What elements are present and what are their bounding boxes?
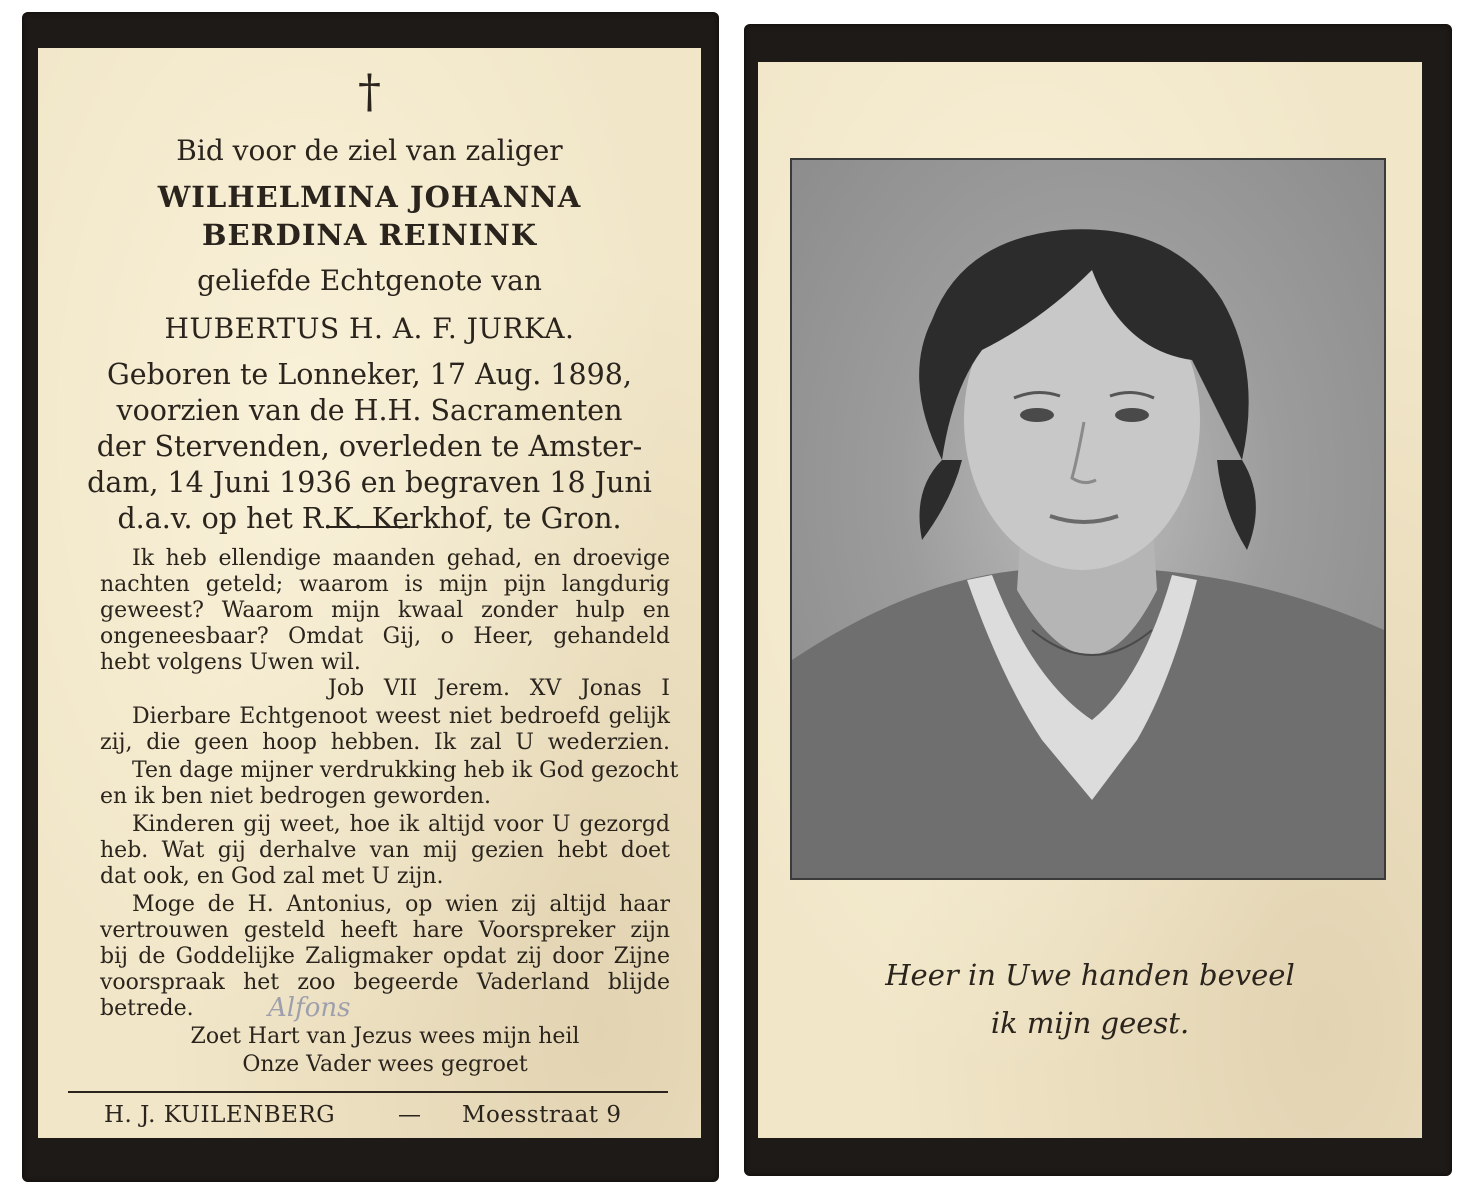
spouse-name: HUBERTUS H. A. F. JURKA. bbox=[164, 312, 575, 345]
verse-line: dat ook, en God zal met U zijn. bbox=[100, 864, 444, 889]
verse-line: Dierbare Echtgenoot weest niet bedroefd gelijk bbox=[132, 704, 670, 729]
handwritten-signature: Alfons bbox=[268, 993, 351, 1023]
bio-line: dam, 14 Juni 1936 en begraven 18 Juni bbox=[87, 466, 652, 499]
verse-line: Moge de H. Antonius, op wien zij altijd haar bbox=[132, 892, 670, 917]
verse-line: vertrouwen gesteld heeft hare Voorspreker zijn bbox=[100, 918, 670, 943]
motto-line1: Heer in Uwe handen beveel bbox=[885, 958, 1295, 992]
bio-line: voorzien van de H.H. Sacramenten bbox=[116, 394, 623, 427]
verse-line: ongeneesbaar? Omdat Gij, o Heer, gehandeld bbox=[100, 624, 670, 649]
spouse-intro: geliefde Echtgenote van bbox=[197, 264, 542, 297]
motto-line2: ik mijn geest. bbox=[990, 1006, 1190, 1040]
bio-line: der Stervenden, overleden te Amster- bbox=[96, 430, 643, 463]
verse-line: bij de Goddelijke Zaligmaker opdat zij door Zijne bbox=[100, 944, 670, 969]
deceased-name-line2: BERDINA REININK bbox=[201, 218, 538, 252]
verse-line: geweest? Waarom mijn kwaal zonder hulp en bbox=[100, 598, 670, 623]
card-front-paper bbox=[38, 48, 701, 1138]
verse-line: betrede. bbox=[100, 996, 194, 1021]
divider bbox=[68, 1091, 668, 1093]
verse-line: nachten geteld; waarom is mijn pijn langdurig bbox=[100, 572, 670, 597]
cross-icon: † bbox=[358, 64, 381, 118]
bio-line: d.a.v. op het R.K. Kerkhof, te Gron. bbox=[117, 502, 622, 535]
verse-line: heb. Wat gij derhalve van mij gezien hebt doet bbox=[100, 838, 670, 863]
card-back-paper bbox=[758, 62, 1422, 1138]
verse-line: hebt volgens Uwen wil. bbox=[100, 650, 361, 675]
printer-name: H. J. KUILENBERG bbox=[104, 1102, 336, 1128]
portrait-frame bbox=[790, 158, 1386, 880]
verse-line: Ik heb ellendige maanden gehad, en droevige bbox=[132, 546, 670, 571]
printer-address: Moesstraat 9 bbox=[462, 1102, 622, 1128]
closing-prayer: Zoet Hart van Jezus wees mijn heil bbox=[190, 1024, 580, 1049]
memorial-card-back bbox=[744, 24, 1452, 1176]
verse-line: Kinderen gij weet, hoe ik altijd voor U gezorgd bbox=[132, 812, 670, 837]
portrait-photo bbox=[792, 160, 1384, 878]
verse-line: en ik ben niet bedrogen geworden. bbox=[100, 784, 492, 809]
portrait-illustration bbox=[792, 160, 1384, 878]
prayer-header: Bid voor de ziel van zaliger bbox=[176, 134, 563, 167]
divider bbox=[326, 526, 410, 528]
memorial-card-front bbox=[22, 12, 719, 1182]
printer-separator: — bbox=[398, 1102, 422, 1128]
verse-reference: Job VII Jerem. XV Jonas I bbox=[328, 676, 670, 701]
closing-prayer: Onze Vader wees gegroet bbox=[242, 1052, 528, 1077]
deceased-name-line1: WILHELMINA JOHANNA bbox=[157, 180, 582, 214]
bio-line: Geboren te Lonneker, 17 Aug. 1898, bbox=[107, 358, 632, 391]
verse-line: zij, die geen hoop hebben. Ik zal U wederzien. bbox=[100, 730, 670, 755]
verse-line: Ten dage mijner verdrukking heb ik God gezocht bbox=[132, 758, 679, 783]
verse-line: voorspraak het zoo begeerde Vaderland blijde bbox=[100, 970, 670, 995]
